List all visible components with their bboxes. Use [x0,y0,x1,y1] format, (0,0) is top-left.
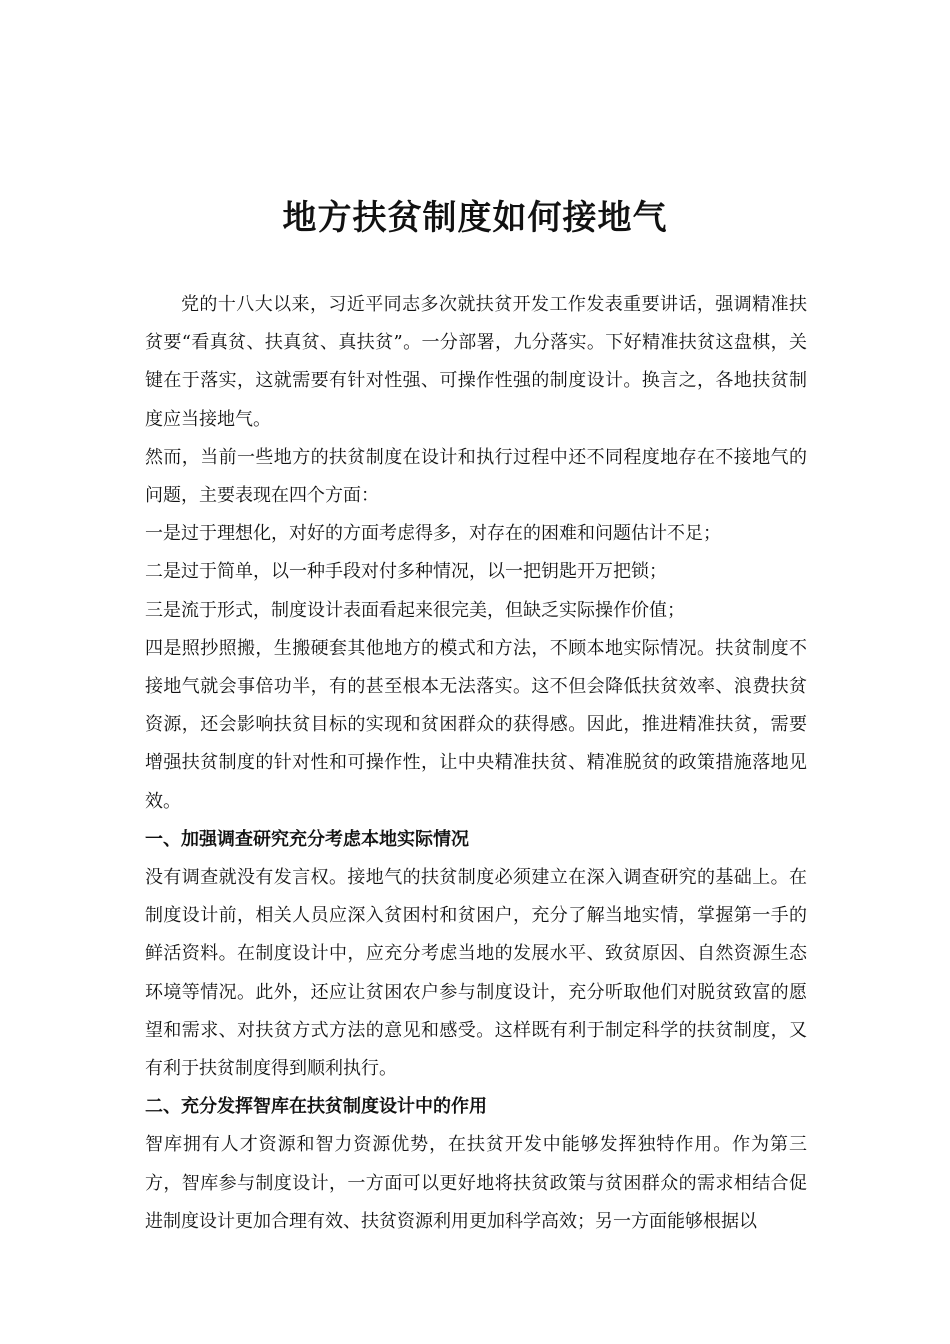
paragraph-section-2: 智库拥有人才资源和智力资源优势，在扶贫开发中能够发挥独特作用。作为第三方，智库参与制度设计，一方面可以更好地将扶贫政策与贫困群众的需求相结合促进制度设计更加合理有效、扶贫资源利用更加科学高效；另一方面能够根据以 [145,1134,807,1232]
paragraph-problems: 然而，当前一些地方的扶贫制度在设计和执行过程中还不同程度地存在不接地气的问题，主要表现在四个方面： [145,446,807,507]
paragraph-intro: 党的十八大以来，习近平同志多次就扶贫开发工作发表重要讲话，强调精准扶贫要“看真贫、扶真贫、真扶贫”。一分部署，九分落实。下好精准扶贫这盘棋，关键在于落实，这就需要有针对性强、可操作性强的制度设计。换言之，各地扶贫制度应当接地气。 [145,294,807,430]
paragraph-section-1: 没有调查就没有发言权。接地气的扶贫制度必须建立在深入调查研究的基础上。在制度设计前，相关人员应深入贫困村和贫困户，充分了解当地实情，掌握第一手的鲜活资料。在制度设计中，应充分考虑当地的发展水平、致贫原因、自然资源生态环境等情况。此外，还应让贫困农户参与制度设计，充分听取他们对脱贫致富的愿望和需求、对扶贫方式方法的意见和感受。这样既有利于制定科学的扶贫制度，又有利于扶贫制度得到顺利执行。 [145,867,807,1080]
paragraph-problem-3: 三是流于形式，制度设计表面看起来很完美，但缺乏实际操作价值； [145,599,685,621]
paragraph-problem-4: 四是照抄照搬，生搬硬套其他地方的模式和方法，不顾本地实际情况。扶贫制度不接地气就会事倍功半，有的甚至根本无法落实。这不但会降低扶贫效率、浪费扶贫资源，还会影响扶贫目标的实现和贫困群众的获得感。因此，推进精准扶贫，需要增强扶贫制度的针对性和可操作性，让中央精准扶贫、精准脱贫的政策措施落地见效。 [145,637,807,812]
section-heading-2: 二、充分发挥智库在扶贫制度设计中的作用 [145,1096,487,1118]
section-heading-1: 一、加强调查研究充分考虑本地实际情况 [145,828,469,850]
paragraph-problem-2: 二是过于简单，以一种手段对付多种情况，以一把钥匙开万把锁； [145,561,667,583]
document-title: 地方扶贫制度如何接地气 [282,198,668,238]
document-body [145,286,807,1241]
paragraph-problem-1: 一是过于理想化，对好的方面考虑得多，对存在的困难和问题估计不足； [145,523,721,545]
